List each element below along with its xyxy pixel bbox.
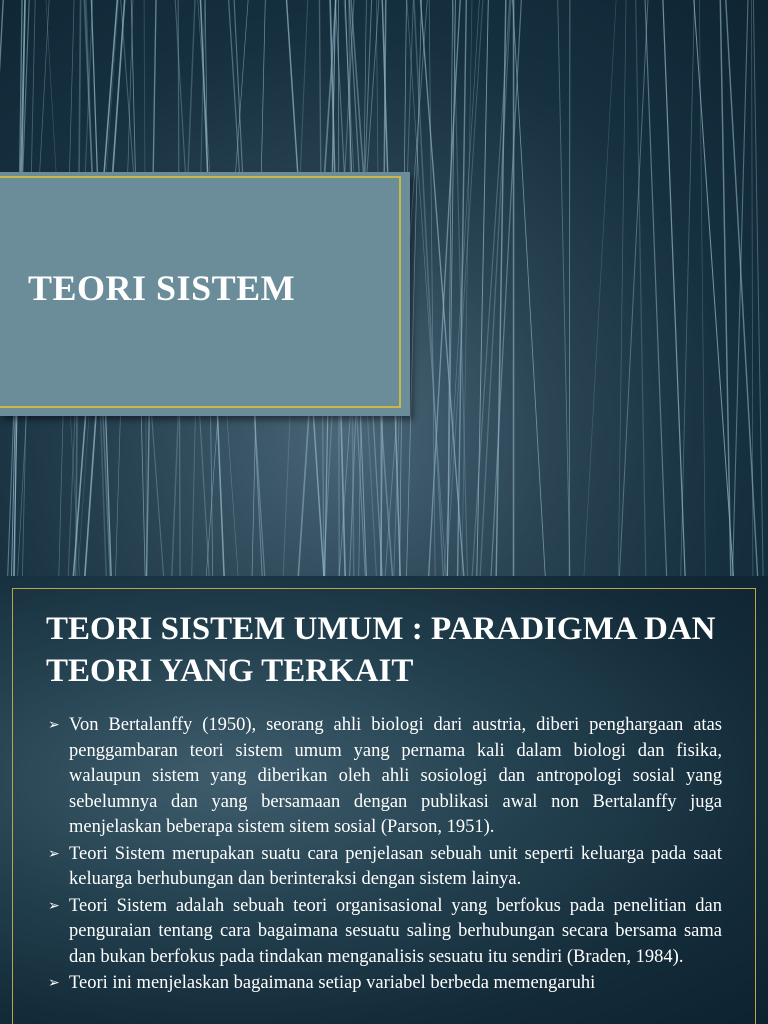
background-line (732, 0, 748, 576)
content-slide (0, 576, 768, 1024)
bullet-text: Teori ini menjelaskan bagaimana setiap variabel berbeda memengaruhi (69, 973, 596, 993)
background-line (444, 0, 480, 576)
bullet-text: Teori Sistem merupakan suatu cara penjelasan sebuah unit seperti keluarga pada saat keluarga berhubungan dan berinteraksi dengan sistem lainya. (69, 843, 722, 889)
background-line (694, 0, 734, 576)
background-line (720, 0, 731, 576)
bullet-text: Von Bertalanffy (1950), seorang ahli biologi dari austria, diberi penghargaan atas penggambaran teori sistem umum yang pernama kali dalam biologi dan fisika, walaupun sistem yang diberikan oleh ahli sosiologi dan antropologi sosial yang sebelumnya dan yang bersamaan dengan publikasi awal non Bertalanffy juga menjelaskan beberapa sistem sitem sosial (Parson, 1951). (69, 715, 722, 837)
background-line (663, 0, 686, 576)
arrow-bullet-icon: ➢ (48, 897, 60, 914)
background-line (681, 0, 695, 576)
bullet-list (48, 713, 722, 998)
background-line (753, 0, 763, 576)
background-line (618, 0, 626, 576)
bullet-item (48, 713, 722, 841)
background-line (569, 0, 570, 576)
background-line (636, 0, 646, 576)
arrow-bullet-icon: ➢ (48, 845, 60, 862)
background-line (496, 0, 506, 576)
background-line (726, 0, 758, 576)
background-line (512, 0, 545, 576)
background-line (477, 0, 489, 576)
title-box (0, 172, 410, 416)
background-line (414, 0, 444, 576)
background-line (584, 0, 617, 576)
bullet-item (48, 842, 722, 893)
background-line (645, 0, 667, 576)
content-heading: TEORI SISTEM UMUM : PARADIGMA DAN TEORI YANG TERKAIT (46, 611, 716, 689)
bullet-item (48, 894, 722, 971)
arrow-bullet-icon: ➢ (48, 717, 60, 733)
slide-title: TEORI SISTEM (28, 268, 296, 308)
bullet-item (48, 971, 722, 997)
bullet-text: Teori Sistem adalah sebuah teori organisasional yang berfokus pada penelitian dan penguraian tentang cara bagaimana sesuatu saling berhubungan secara bersama sama dan bukan berfokus pada tindakan menganalisis sesuatu itu sendiri (Braden, 1984). (69, 895, 722, 967)
background-line (558, 0, 571, 576)
background-line (428, 0, 460, 576)
background-line (462, 0, 472, 576)
arrow-bullet-icon: ➢ (48, 975, 60, 991)
background-line (429, 0, 435, 576)
